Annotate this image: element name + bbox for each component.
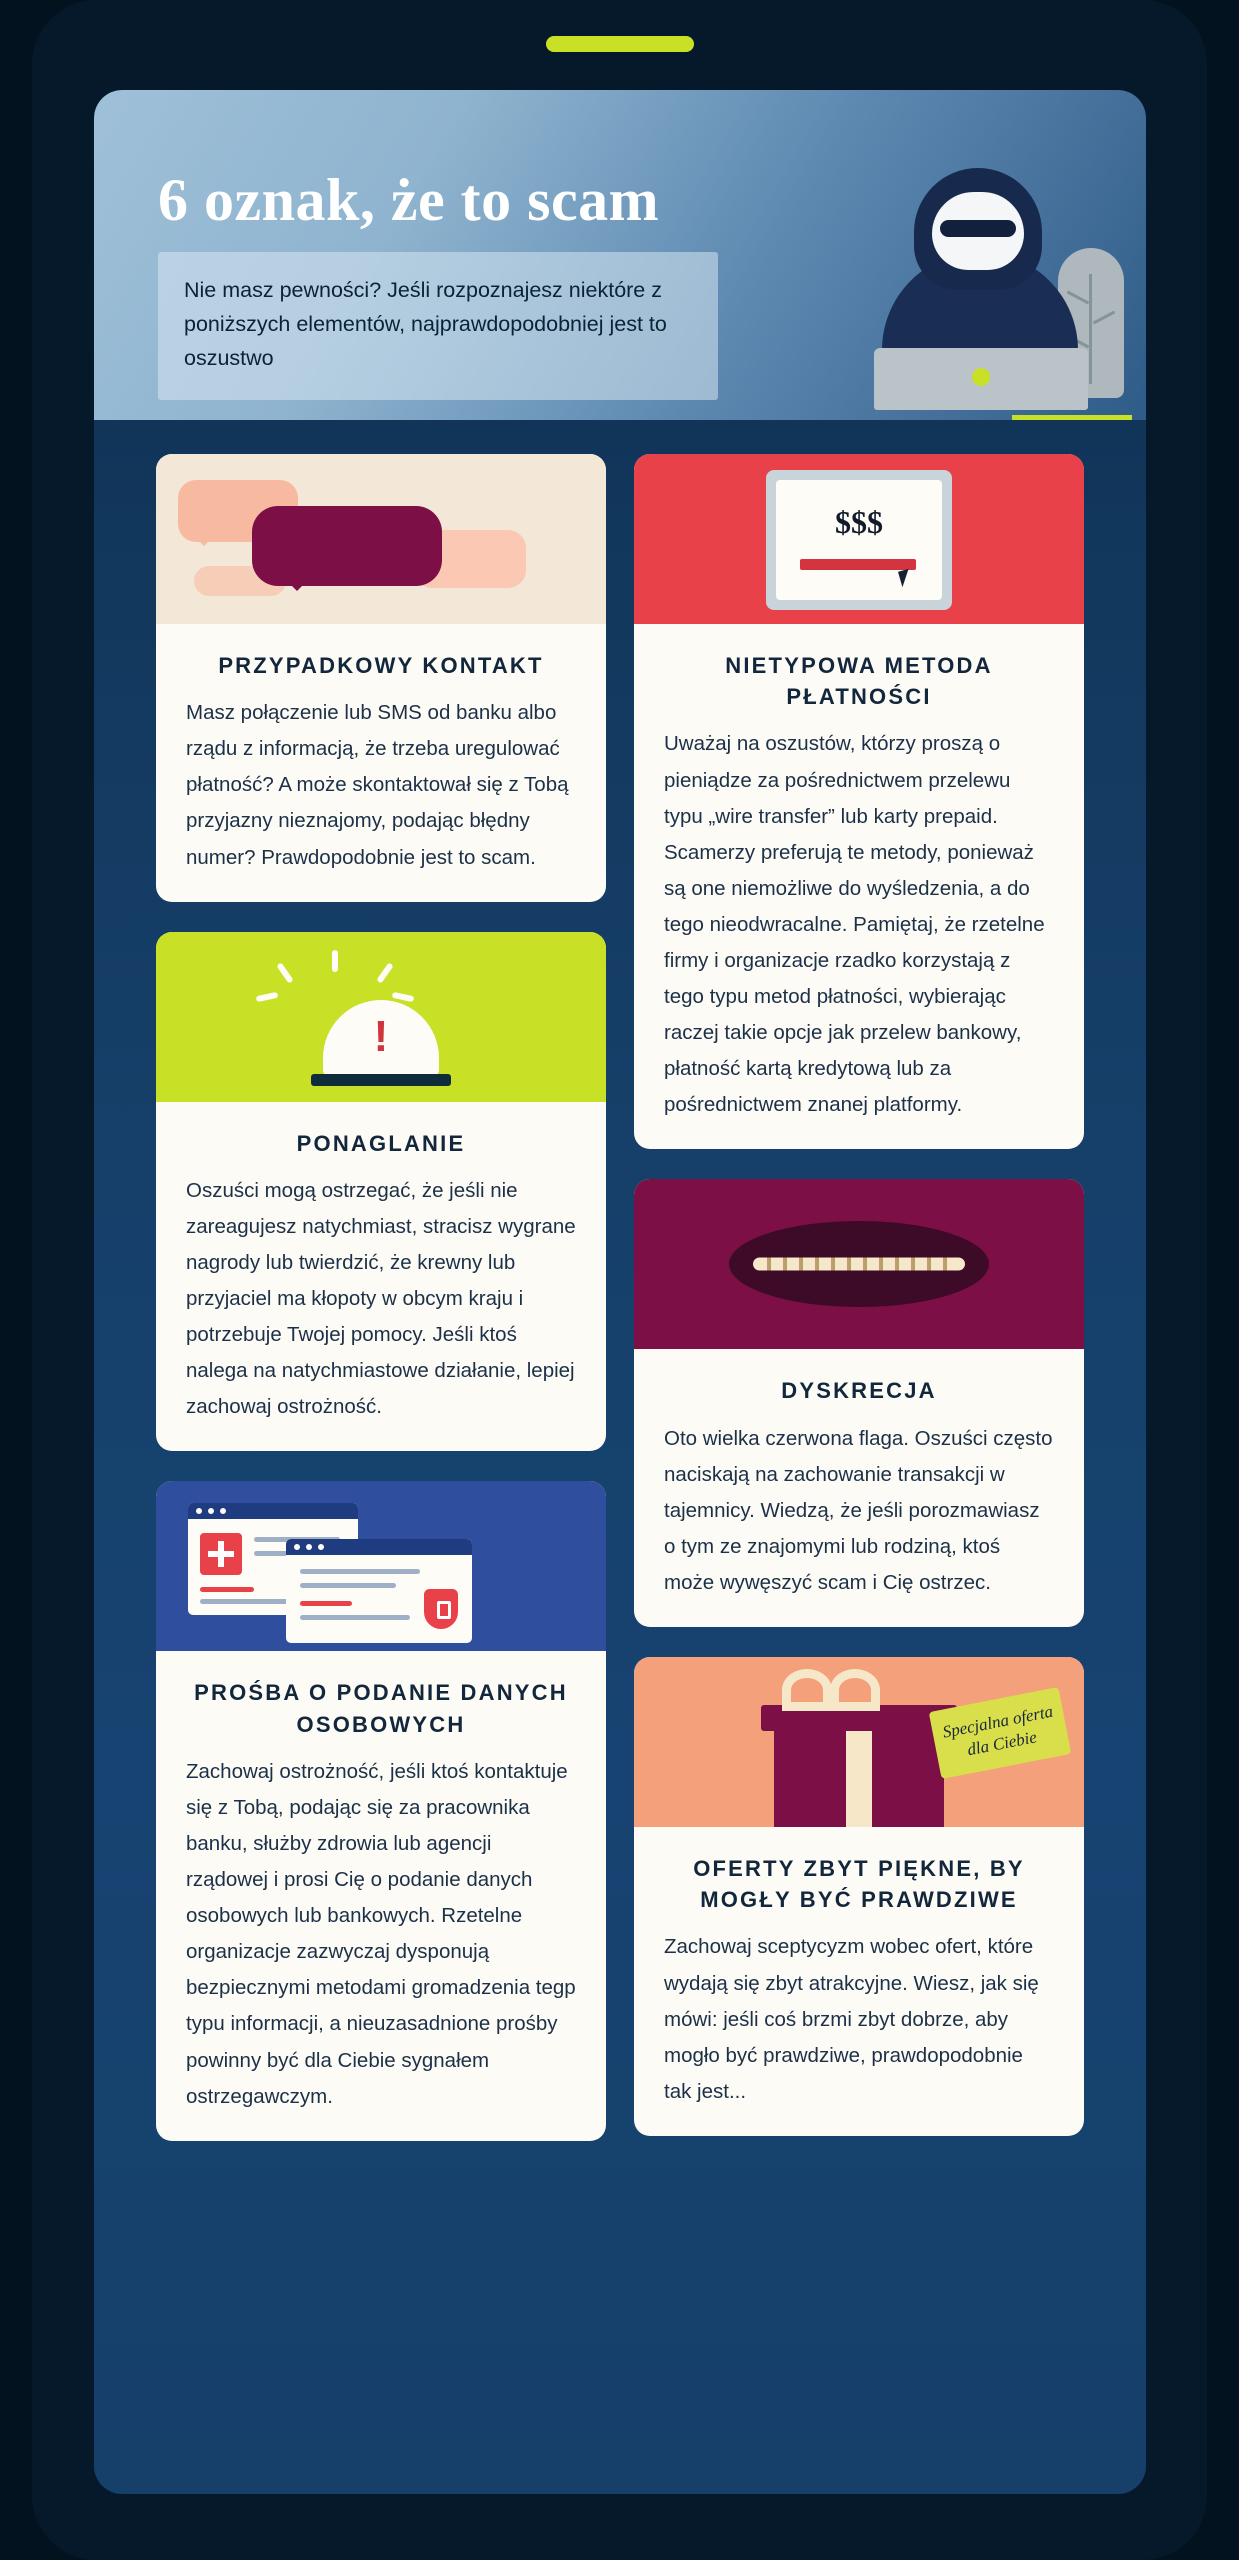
card-title: OFERTY ZBYT PIĘKNE, BY MOGŁY BYĆ PRAWDZIWE [693,1855,1025,1913]
speaker-pill [546,36,694,52]
card-ponaglanie [156,932,606,1452]
personal-data-windows-icon [156,1481,606,1651]
card-title: NIETYPOWA METODA PŁATNOŚCI [725,653,993,710]
page-title: 6 oznak, że to scam [158,167,660,233]
cards-grid [94,420,1146,2181]
offer-sticker: Specjalna oferta dla Ciebie [929,1687,1072,1779]
card-body: Oto wielka czerwona flaga. Oszuści często naciskają na zachowanie transakcji w tajemnicy. Wiedzą, że jeśli porozmawiasz o tym ze znajomymi lub rodziną, ktoś może wywęszyć scam i Cię ostrzec. [664,1426,1053,1594]
dollar-label: $$$ [835,504,883,540]
left-column [156,454,606,2141]
chat-bubbles-icon [156,454,606,624]
card-body: Oszuści mogą ostrzegać, że jeśli nie zareagujesz natychmiast, stracisz wygrane nagrody lub twierdzić, że krewny lub przyjaciel ma kłopoty w obcym kraju i potrzebuje Twojej pomocy. Jeśli ktoś nalega na natychmiastowe działanie, lepiej zachowaj ostrożność. [186,1178,576,1419]
card-prosba-o-dane [156,1481,606,2140]
zipped-lips-icon [634,1179,1084,1349]
hacker-illustration [866,168,1146,420]
sunglasses-icon [940,220,1016,237]
laptop-icon [874,348,1088,410]
accent-underline [1012,415,1132,420]
card-title: PONAGLANIE [296,1130,466,1156]
card-title: PRZYPADKOWY KONTAKT [218,653,544,678]
hero-section [94,90,1146,420]
card-nietypowa-metoda-platnosci [634,454,1084,1149]
phone-frame [32,0,1207,2560]
card-title: DYSKRECJA [781,1378,937,1404]
gift-box-icon [634,1657,1084,1827]
hero-subtitle: Nie masz pewności? Jeśli rozpoznajesz niektóre z poniższych elementów, najprawdopodobniej jest to oszustwo [158,252,718,400]
cursor-icon [898,569,913,587]
card-dyskrecja [634,1179,1084,1627]
card-body: Zachowaj sceptycyzm wobec ofert, które wydają się zbyt atrakcyjne. Wiesz, jak się mówi: jeśli coś brzmi zbyt dobrze, aby mogło być prawdziwe, prawdopodobnie tak jest... [664,1935,1039,2103]
card-body: Uważaj na oszustów, którzy proszą o pieniądze za pośrednictwem przelewu typu „wire transfer” lub karty prepaid. Scamerzy preferują te metody, ponieważ są one niemożliwe do wyśledzenia, a do tego nieodwracalne. Pamiętaj, że rzetelne firmy i organizacje rzadko korzystają z tego typu metod płatności, wybierając raczej takie opcje jak przelew bankowy, płatność kartą kredytową lub za pośrednictwem znanej platformy. [664,732,1045,1117]
card-oferty-zbyt-piekne [634,1657,1084,2136]
card-przypadkowy-kontakt [156,454,606,902]
card-body: Zachowaj ostrożność, jeśli ktoś kontaktuje się z Tobą, podając się za pracownika banku, służby zdrowia lub agencji rządowej i prosi Cię o podanie danych osobowych lub bankowych. Rzetelne organizacje zazwyczaj dysponują bezpiecznymi metodami gromadzenia tegp typu informacji, a nieuzasadnione prośby powinny być dla Ciebie sygnałem ostrzegawczym. [186,1759,576,2108]
right-column [634,454,1084,2141]
dollar-screen-icon [634,454,1084,624]
card-body: Masz połączenie lub SMS od banku albo rządu z informacją, że trzeba uregulować płatność? A może skontaktował się z Tobą przyjazny nieznajomy, podając błędny numer? Prawdopodobnie jest to scam. [186,701,569,869]
infographic-page [94,90,1146,2494]
card-title: PROŚBA O PODANIE DANYCH OSOBOWYCH [194,1680,568,1737]
alarm-siren-icon: ! [156,932,606,1102]
